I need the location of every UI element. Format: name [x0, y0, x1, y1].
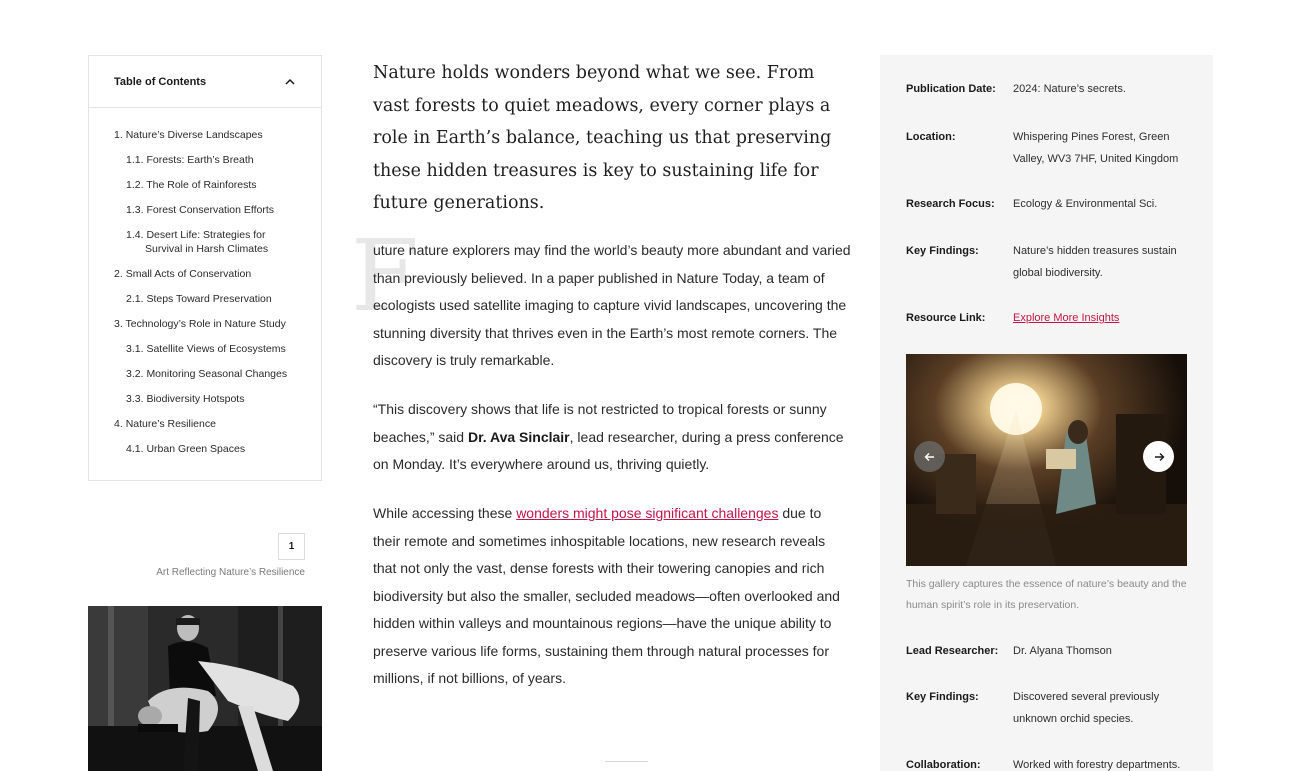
arrow-left-icon: [924, 451, 936, 463]
article-paragraph: While accessing these wonders might pose significant challenges due to their remote and sometimes inhospitable locations, new research reveals that not only the vast, dense forests with their towering canopies and rich biodiversity but also the smaller, secluded meadows—often overlooked and hidden within valleys and mountainous regions—have the unique ability to preserve various life forms, sustaining them through natural processes for millions, if not billions, of years.: [373, 505, 840, 686]
toc-item[interactable]: 1.1. Forests: Earth’s Breath: [126, 154, 254, 166]
toc-item[interactable]: 4.1. Urban Green Spaces: [126, 443, 246, 455]
drop-cap: F: [351, 220, 419, 334]
divider: [605, 761, 648, 762]
article-paragraph: “This discovery shows that life is not restricted to tropical forests or sunny beaches,” said Dr. Ava Sinclair, lead researcher, during a press conference on Monday. It’s everywhere around us, thriving quietly.: [373, 401, 844, 472]
toc-item[interactable]: 2.1. Steps Toward Preservation: [126, 293, 272, 305]
toc-title: Table of Contents: [114, 75, 207, 88]
image-gallery: [906, 354, 1187, 566]
toc-header[interactable]: [89, 56, 321, 108]
toc-item[interactable]: 1.4. Desert Life: Strategies for Survival in Harsh Climates: [126, 229, 269, 255]
info-panel: Publication Date: 2024: Nature’s secrets. Location: Whispering Pines Forest, Green Valley, WV3 7HF, United Kingdom Research Focus: Ecology & Environmental Sci. Key Findings: Nature’s hidden treasures sustain global biodiversity. Resource Link: Explore More Insights This gallery captures the essence of nature’s beauty and the human spirit’s role in its preservation. Lead Researcher: Dr. Alyana Thomson Key Findings: Discovered several previously unknown orchid species. Collaboration: Worked with forestry departments.: [880, 55, 1213, 771]
gallery-next-button[interactable]: [1143, 441, 1174, 472]
article-lead: Nature holds wonders beyond what we see. From vast forests to quiet meadows, every corner plays a role in Earth’s balance, teaching us that preserving these hidden treasures is key to sustaining life for future generations.: [373, 63, 832, 213]
toc-item[interactable]: 3.1. Satellite Views of Ecosystems: [126, 343, 286, 355]
toc-item[interactable]: 3.2. Monitoring Seasonal Changes: [126, 368, 288, 380]
toc-item[interactable]: 1.3. Forest Conservation Efforts: [126, 204, 275, 216]
figure-caption: Art Reflecting Nature’s Resilience: [156, 567, 305, 578]
page-number-button[interactable]: 1: [278, 533, 305, 560]
dance-photo: [88, 606, 322, 771]
table-of-contents: [88, 55, 322, 481]
toc-list: [89, 108, 321, 456]
toc-item[interactable]: 1.2. The Role of Rainforests: [126, 179, 257, 191]
toc-item[interactable]: 3. Technology’s Role in Nature Study: [114, 318, 286, 330]
article-paragraph: uture nature explorers may find the world’s beauty more abundant and varied than previously believed. In a paper published in Nature Today, a team of ecologists used satellite imaging to capture vivid landscapes, uncovering the stunning diversity that thrives even in the Earth’s most remote corners. The discovery is truly remarkable.: [373, 242, 851, 368]
gallery-prev-button[interactable]: [914, 441, 945, 472]
arrow-right-icon: [1153, 451, 1165, 463]
chevron-up-icon[interactable]: [285, 77, 295, 87]
toc-item[interactable]: 4. Nature’s Resilience: [114, 418, 216, 430]
toc-item[interactable]: 2. Small Acts of Conservation: [114, 268, 252, 280]
toc-item[interactable]: 1. Nature’s Diverse Landscapes: [114, 129, 263, 141]
inline-link[interactable]: wonders might pose significant challenges: [516, 505, 779, 521]
gallery-caption: This gallery captures the essence of nature’s beauty and the human spirit’s role in its preservation.: [906, 578, 1187, 611]
resource-link[interactable]: Explore More Insights: [1013, 312, 1120, 324]
researcher-name: Dr. Ava Sinclair: [467, 428, 570, 445]
toc-item[interactable]: 3.3. Biodiversity Hotspots: [126, 393, 245, 405]
